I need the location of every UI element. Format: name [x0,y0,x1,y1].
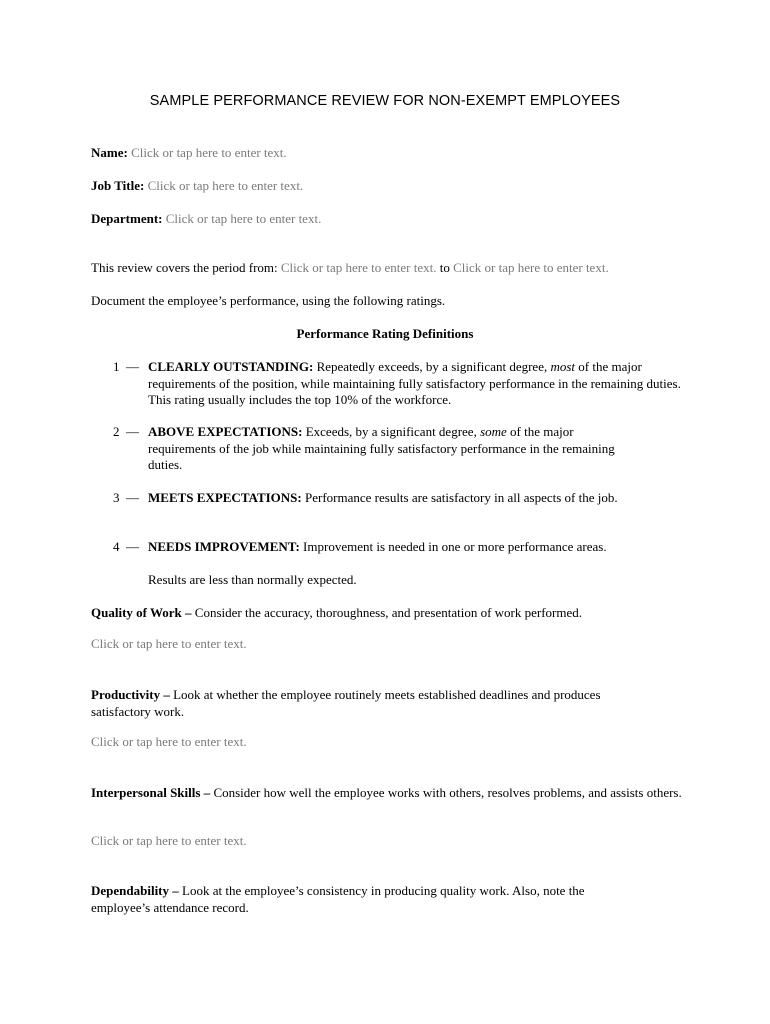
quality-of-work-input[interactable]: Click or tap here to enter text. [91,636,247,651]
job-title-label: Job Title: [91,178,145,193]
section-label: Quality of Work – [91,605,192,620]
rating-label: ABOVE EXPECTATIONS: [148,424,303,439]
rating-dash: — [126,424,139,439]
rating-item [113,490,683,507]
section-dependability [91,882,636,916]
section-text: Consider how well the employee works with others, resolves problems, and assists others. [213,785,682,800]
rating-text-before: Improvement is needed in one or more performance areas. [303,539,607,554]
section-label: Productivity – [91,687,170,702]
rating-text-before: Repeatedly exceeds, by a significant degree, [316,359,548,374]
rating-label: MEETS EXPECTATIONS: [148,490,302,505]
section-label: Dependability – [91,883,179,898]
interpersonal-skills-input[interactable]: Click or tap here to enter text. [91,833,247,848]
job-title-field-row [91,178,303,194]
section-interpersonal-skills [91,784,691,801]
section-text: Consider the accuracy, thoroughness, and presentation of work performed. [194,605,583,620]
review-period-row [91,260,609,276]
rating-item [113,359,683,409]
department-label: Department: [91,211,163,226]
section-quality-of-work [91,604,691,621]
name-input[interactable]: Click or tap here to enter text. [131,145,287,160]
rating-emphasis: some [480,424,507,439]
instruction-text: Document the employee’s performance, using the following ratings. [91,293,446,308]
rating-text-before: Exceeds, by a significant degree, [305,424,477,439]
document-title: SAMPLE PERFORMANCE REVIEW FOR NON-EXEMPT EMPLOYEES [149,93,621,109]
job-title-input[interactable]: Click or tap here to enter text. [147,178,304,193]
rating-number: 1 [113,359,120,374]
section-text: Look at whether the employee routinely meets established deadlines and produces satisfactory work. [91,687,601,719]
rating-dash: — [126,539,139,554]
rating-dash: — [126,359,139,374]
section-productivity [91,686,651,720]
section-label: Interpersonal Skills – [91,785,211,800]
rating-number: 2 [113,424,120,439]
rating-emphasis: most [550,359,576,374]
name-field-row [91,145,287,161]
period-connector: to [439,260,450,275]
rating-note: Results are less than normally expected. [148,572,357,587]
definitions-heading: Performance Rating Definitions [296,326,474,341]
rating-text-after: of the major requirements of the job while maintaining fully satisfactory performance in the remaining duties. [148,424,615,472]
rating-item [113,424,683,474]
rating-label: NEEDS IMPROVEMENT: [148,539,300,554]
department-input[interactable]: Click or tap here to enter text. [165,211,322,226]
period-prefix: This review covers the period from: [91,260,278,275]
name-label: Name: [91,145,128,160]
rating-label: CLEARLY OUTSTANDING: [148,359,314,374]
period-end-input[interactable]: Click or tap here to enter text. [453,260,609,275]
period-start-input[interactable]: Click or tap here to enter text. [280,260,437,275]
rating-text-before: Performance results are satisfactory in all aspects of the job. [305,490,618,505]
rating-dash: — [126,490,139,505]
rating-item [113,539,683,556]
department-field-row [91,211,321,227]
productivity-input[interactable]: Click or tap here to enter text. [91,734,247,749]
section-text: Look at the employee’s consistency in producing quality work. Also, note the employee’s attendance record. [91,883,585,915]
rating-number: 3 [113,490,120,505]
rating-text-after: of the major requirements of the position, while maintaining fully satisfactory performance in the remaining duties. This rating usually includes the top 10% of the workforce. [148,359,681,407]
rating-number: 4 [113,539,120,554]
